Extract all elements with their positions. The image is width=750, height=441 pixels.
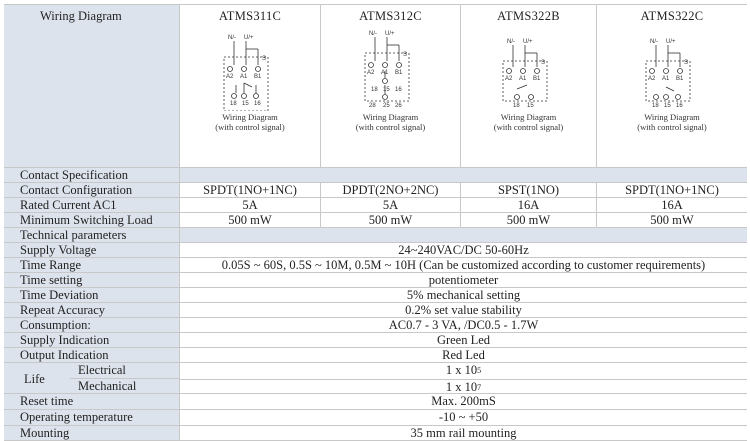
- row-value: Green Led: [436, 332, 491, 347]
- supply-indication-row: [4, 332, 747, 347]
- svg-text:A1: A1: [380, 70, 388, 76]
- svg-text:N/-: N/-: [650, 39, 658, 45]
- wiring-diagram-icon: [499, 31, 559, 111]
- svg-text:U/+: U/+: [666, 39, 676, 45]
- model-column-atms311c: [180, 5, 321, 167]
- svg-text:B1: B1: [394, 70, 402, 76]
- row-value: 5A: [180, 198, 321, 212]
- output-indication-row: [4, 347, 747, 362]
- model-title: ATMS312C: [359, 9, 422, 23]
- svg-text:S: S: [684, 60, 689, 66]
- row-value: SPST(1NO): [461, 183, 597, 197]
- life-row: [4, 362, 747, 393]
- row-value: 16A: [661, 197, 683, 212]
- svg-text:28: 28: [368, 103, 376, 107]
- mechanical-label: Mechanical: [78, 379, 137, 393]
- rated-current-row: [4, 197, 747, 212]
- model-column-atms322b: [461, 5, 597, 167]
- section-title: Technical parameters: [4, 228, 180, 242]
- svg-text:B1: B1: [676, 76, 684, 82]
- repeat-accuracy-row: [4, 302, 747, 317]
- svg-text:15: 15: [242, 101, 249, 107]
- row-label: Time Range: [4, 258, 180, 272]
- contact-configuration-row: [4, 182, 747, 197]
- svg-text:B1: B1: [532, 76, 540, 82]
- row-label: Consumption:: [4, 318, 180, 332]
- model-title: ATMS322C: [640, 9, 704, 23]
- row-value: 5A: [321, 198, 461, 212]
- wiring-diagram-icon: [220, 31, 280, 111]
- svg-text:S: S: [402, 52, 407, 58]
- wiring-diagram-icon: [642, 31, 702, 111]
- row-value: potentiometer: [428, 272, 499, 287]
- contact-spec-section: [4, 167, 747, 182]
- row-value: 0.2% set value stability: [405, 302, 522, 317]
- row-value: -10 ~ +50: [438, 410, 489, 424]
- row-value: 500 mW: [180, 213, 321, 227]
- life-label-block: [4, 363, 180, 393]
- wiring-diagram-icon: [361, 27, 421, 107]
- row-label: Reset time: [4, 394, 180, 409]
- svg-text:26: 26: [394, 103, 402, 107]
- svg-text:18: 18: [652, 103, 659, 109]
- row-label: Time Deviation: [4, 288, 180, 302]
- svg-text:18: 18: [370, 87, 378, 93]
- svg-text:A2: A2: [648, 76, 656, 82]
- wiring-diagram-label: Wiring Diagram: [4, 5, 180, 167]
- section-title: Contact Specification: [4, 168, 180, 182]
- row-label: Contact Configuration: [4, 183, 180, 197]
- electrical-value: 1 x 10 5: [445, 363, 482, 377]
- row-label: Supply Indication: [4, 333, 180, 347]
- technical-section: [4, 227, 747, 242]
- svg-text:16: 16: [394, 87, 402, 93]
- model-column-atms312c: [321, 5, 461, 167]
- row-label: Minimum Switching Load: [4, 213, 180, 227]
- svg-text:S: S: [262, 56, 267, 62]
- svg-text:B1: B1: [254, 74, 262, 80]
- reset-time-row: [4, 393, 747, 409]
- diagram-caption: Wiring Diagram (with control signal): [637, 112, 707, 132]
- row-value: DPDT(2NO+2NC): [321, 183, 461, 197]
- svg-text:A2: A2: [366, 70, 374, 76]
- supply-voltage-row: [4, 242, 747, 257]
- row-value: 500 mW: [321, 213, 461, 227]
- diagram-caption: Wiring Diagram (with control signal): [215, 112, 285, 132]
- diagram-caption: Wiring Diagram (with control signal): [493, 112, 564, 132]
- row-value: 5% mechanical setting: [406, 287, 521, 302]
- life-label: Life: [24, 372, 45, 386]
- model-title: ATMS311C: [218, 9, 282, 23]
- row-value: 0.05S ~ 60S, 0.5S ~ 10M, 0.5M ~ 10H (Can be customized according to customer requirements): [221, 257, 706, 272]
- svg-text:S: S: [540, 60, 545, 66]
- row-value: 500 mW: [650, 212, 694, 227]
- row-value: AC0.7 - 3 VA, /DC0.5 - 1.7W: [388, 317, 539, 332]
- row-label: Rated Current AC1: [4, 198, 180, 212]
- row-label: Mounting: [4, 426, 180, 440]
- model-column-atms322c: [597, 5, 747, 167]
- operating-temperature-row: [4, 409, 747, 425]
- svg-text:N/-: N/-: [228, 35, 236, 41]
- time-range-row: [4, 257, 747, 272]
- row-value: 500 mW: [461, 213, 597, 227]
- svg-text:16: 16: [676, 103, 683, 109]
- model-title: ATMS322B: [497, 9, 560, 23]
- svg-text:A2: A2: [226, 74, 234, 80]
- svg-text:U/+: U/+: [522, 39, 533, 45]
- life-divider: [70, 378, 179, 379]
- time-setting-row: [4, 272, 747, 287]
- svg-text:N/-: N/-: [506, 39, 515, 45]
- wiring-diagram-row: [4, 4, 747, 167]
- svg-text:15: 15: [526, 103, 534, 109]
- svg-text:N/-: N/-: [368, 31, 377, 37]
- row-label: Operating temperature: [4, 410, 180, 425]
- row-value: 35 mm rail mounting: [410, 425, 517, 440]
- row-label: Time setting: [4, 273, 180, 287]
- min-switching-load-row: [4, 212, 747, 227]
- svg-text:25: 25: [382, 103, 390, 107]
- mechanical-value: 1 x 10 7: [180, 379, 747, 394]
- row-value: SPDT(1NO+1NC): [625, 182, 719, 197]
- row-label: Output Indication: [4, 348, 180, 362]
- row-value: 24~240VAC/DC 50-60Hz: [398, 242, 529, 257]
- row-value: Max. 200mS: [431, 394, 496, 408]
- svg-text:A1: A1: [662, 76, 670, 82]
- svg-text:U/+: U/+: [244, 35, 254, 41]
- consumption-row: [4, 317, 747, 332]
- row-value: Red Led: [442, 347, 485, 362]
- svg-text:A1: A1: [518, 76, 526, 82]
- row-label: Supply Voltage: [4, 243, 180, 257]
- svg-text:U/+: U/+: [384, 31, 395, 37]
- electrical-label: Electrical: [78, 363, 126, 377]
- row-value: SPDT(1NO+1NC): [180, 183, 321, 197]
- svg-text:15: 15: [382, 87, 390, 93]
- svg-text:A1: A1: [240, 74, 248, 80]
- svg-text:16: 16: [254, 101, 261, 107]
- svg-text:15: 15: [664, 103, 671, 109]
- diagram-caption: Wiring Diagram (with control signal): [355, 112, 426, 132]
- row-label: Repeat Accuracy: [4, 303, 180, 317]
- svg-text:18: 18: [512, 103, 520, 109]
- svg-text:A2: A2: [504, 76, 512, 82]
- row-value: 16A: [461, 198, 597, 212]
- svg-text:18: 18: [230, 101, 237, 107]
- time-deviation-row: [4, 287, 747, 302]
